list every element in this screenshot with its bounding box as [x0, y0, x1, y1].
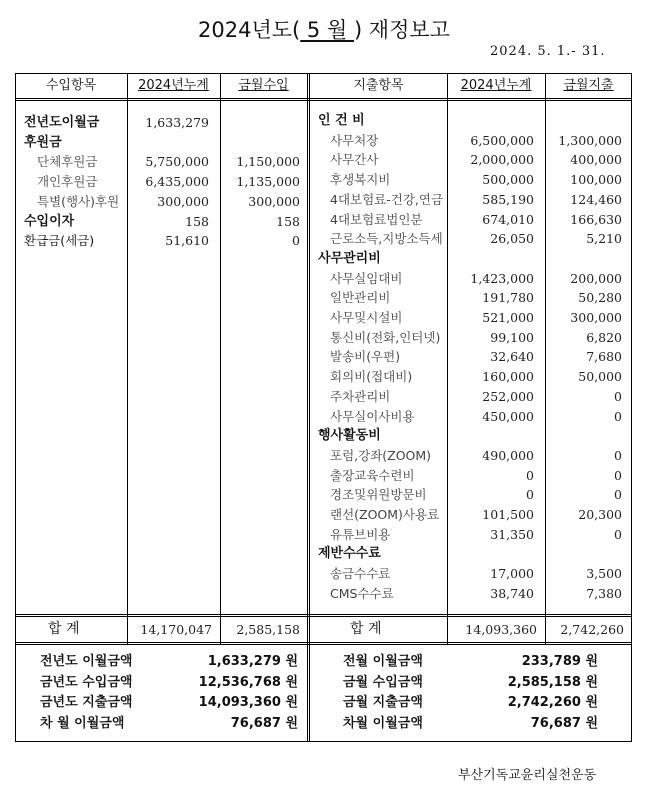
expense-item-label: 통신비(전화,인터넷): [330, 329, 441, 345]
expense-item-label: 근로소득,지방소득세: [330, 231, 443, 247]
expense-item-label: 4대보험료-건강,연금: [330, 191, 444, 207]
income-item-cum: 158: [185, 213, 209, 229]
expense-total-cum: 14,093,360: [465, 622, 537, 637]
expense-item-label: 발송비(우편): [330, 349, 401, 365]
expense-item-label: 일반관리비: [330, 290, 391, 306]
expense-item-month: 50,280: [578, 290, 622, 306]
summary-right-label: 전월 이월금액: [343, 654, 423, 669]
expense-item-month: 0: [614, 388, 622, 404]
expense-item-label: 사무처장: [330, 132, 379, 148]
expense-item-month: 0: [614, 487, 622, 503]
expense-item-label: 행사활동비: [318, 428, 381, 444]
expense-item-cum: [447, 111, 534, 130]
income-item-cum: 51,610: [165, 233, 209, 249]
expense-item-label: 인 건 비: [318, 113, 365, 128]
income-item-month: 158: [276, 213, 300, 229]
income-item-cum: 1,633,279: [145, 115, 209, 130]
expense-item-month: 166,630: [570, 211, 622, 227]
summary-left-label: 전년도 이월금액: [40, 654, 133, 669]
report-period: 2024. 5. 1.- 31.: [490, 44, 606, 59]
expense-item-cum: 6,500,000: [470, 132, 534, 148]
report-title: [0, 14, 648, 44]
expense-item-cum: [447, 426, 534, 445]
expense-item-cum: 450,000: [482, 408, 534, 424]
expense-item-month: 6,820: [586, 329, 622, 345]
header-expense-item: 지출항목: [353, 78, 404, 93]
expense-item-label: CMS수수료: [330, 585, 394, 601]
expense-item-label: 경조및위원방문비: [330, 487, 427, 503]
expense-item-month: 20,300: [578, 507, 622, 522]
expense-item-month: [545, 249, 622, 268]
expense-item-month: 300,000: [570, 310, 622, 325]
expense-item-month: 0: [614, 447, 622, 463]
expense-item-month: 5,210: [586, 231, 622, 247]
summary-left-label: 금년도 수입금액: [40, 674, 133, 690]
expense-item-month: 0: [614, 408, 622, 424]
expense-item-month: 1,300,000: [558, 132, 622, 148]
organization-signature: 부산기독교윤리실천운동: [458, 768, 597, 783]
expense-total-label: 합 계: [350, 621, 382, 637]
income-item-cum: 300,000: [157, 193, 209, 209]
expense-item-cum: 1,423,000: [470, 270, 534, 286]
expense-item-label: 사무실임대비: [330, 270, 403, 286]
expense-item-label: 사무및시설비: [330, 310, 403, 325]
expense-item-month: 50,000: [578, 369, 622, 385]
expense-item-month: 100,000: [570, 172, 622, 188]
expense-item-cum: 0: [526, 487, 534, 503]
summary-left-label: 금년도 지출금액: [40, 695, 133, 710]
expense-item-cum: 17,000: [490, 566, 534, 582]
summary-right-label: 금월 수입금액: [343, 674, 423, 690]
expense-item-month: 7,680: [586, 349, 622, 365]
summary-left-label: 차 월 이월금액: [40, 715, 125, 731]
expense-item-cum: [447, 249, 534, 268]
summary-right-value: 76,687 원: [530, 715, 598, 731]
expense-item-label: 주차관리비: [330, 388, 391, 404]
expense-item-cum: [447, 544, 534, 563]
total-divider-bottom: [15, 642, 632, 645]
income-item-month: 1,150,000: [236, 154, 300, 170]
header-income-month: 금월수입: [238, 78, 289, 93]
expense-item-label: 랜선(ZOOM)사용료: [330, 507, 440, 522]
expense-item-month: 3,500: [586, 566, 622, 582]
income-item-label: 특별(행사)후원: [37, 193, 120, 209]
expense-item-cum: 585,190: [482, 191, 534, 207]
total-divider-top: [15, 614, 632, 617]
expense-item-cum: 0: [526, 467, 534, 483]
summary-right-value: 233,789 원: [521, 654, 598, 669]
expense-item-cum: 101,500: [482, 507, 534, 522]
expense-item-label: 후생복지비: [330, 172, 391, 188]
income-item-month: 0: [292, 233, 300, 249]
header-divider: [15, 98, 632, 101]
income-total-label: 합 계: [48, 621, 80, 637]
expense-item-cum: 2,000,000: [470, 152, 534, 168]
expense-item-cum: 26,050: [490, 231, 534, 247]
income-item-label: 후원금: [24, 134, 62, 150]
income-item-label: 전년도이월금: [24, 115, 100, 130]
expense-item-label: 출장교육수련비: [330, 467, 415, 483]
income-item-label: 수입이자: [24, 213, 75, 229]
expense-item-label: 송금수수료: [330, 566, 391, 582]
expense-item-month: 0: [614, 467, 622, 483]
income-item-label: 개인후원금: [37, 174, 98, 190]
title-prefix: 2024년도(: [198, 18, 301, 42]
expense-item-cum: 191,780: [482, 290, 534, 306]
summary-right-value: 2,585,158 원: [507, 674, 598, 690]
expense-item-cum: 160,000: [482, 369, 534, 385]
expense-item-cum: 32,640: [490, 349, 534, 365]
income-total-cum: 14,170,047: [140, 622, 212, 637]
title-suffix: ) 재정보고: [353, 18, 450, 42]
expense-item-month: 124,460: [570, 191, 622, 207]
income-item-cum: 5,750,000: [145, 154, 209, 170]
expense-item-cum: 38,740: [490, 585, 534, 601]
header-income-cum: 2024년누계: [138, 78, 209, 93]
income-item-label: 단체후원금: [37, 154, 98, 170]
header-expense-cum: 2024년누계: [460, 78, 532, 93]
expense-item-label: 사무간사: [330, 152, 379, 168]
expense-item-month: 400,000: [570, 152, 622, 168]
summary-left-value: 1,633,279 원: [207, 654, 298, 669]
expense-total-month: 2,742,260: [560, 622, 624, 637]
header-income-item: 수입항목: [45, 78, 97, 93]
expense-item-label: 사무실이사비용: [330, 408, 415, 424]
summary-left-value: 14,093,360 원: [198, 695, 298, 710]
summary-right-label: 금월 지출금액: [343, 695, 423, 710]
expense-item-cum: 252,000: [482, 388, 534, 404]
income-item-month: 1,135,000: [236, 174, 300, 190]
expense-item-cum: 99,100: [490, 329, 534, 345]
summary-left-value: 76,687 원: [230, 715, 298, 731]
expense-item-month: 200,000: [570, 270, 622, 286]
expense-item-month: [545, 111, 622, 130]
income-item-month: [220, 113, 300, 132]
title-month: 5 월: [300, 18, 354, 42]
expense-item-month: 7,380: [586, 585, 622, 601]
expense-item-label: 유튜브비용: [330, 526, 391, 542]
expense-item-month: [545, 426, 622, 445]
expense-item-cum: 500,000: [482, 172, 534, 188]
summary-right-label: 차월 이월금액: [343, 715, 423, 731]
summary-right-value: 2,742,260 원: [507, 695, 598, 710]
income-item-cum: [127, 133, 209, 152]
income-item-month: 300,000: [248, 193, 300, 209]
income-item-label: 환급금(세금): [24, 233, 95, 249]
expense-item-cum: 31,350: [490, 526, 534, 542]
expense-item-label: 포럼,강좌(ZOOM): [330, 447, 432, 463]
income-item-month: [220, 133, 300, 152]
expense-item-cum: 674,010: [482, 211, 534, 227]
expense-item-cum: 490,000: [482, 447, 534, 463]
expense-item-label: 회의비(접대비): [330, 369, 413, 385]
income-item-cum: 6,435,000: [145, 174, 209, 190]
income-total-month: 2,585,158: [236, 622, 300, 637]
expense-item-label: 사무관리비: [318, 250, 381, 266]
expense-item-month: 0: [614, 526, 622, 542]
summary-left-value: 12,536,768 원: [198, 674, 298, 690]
expense-item-label: 제반수수료: [318, 546, 381, 562]
header-expense-month: 금월지출: [563, 78, 614, 93]
expense-item-cum: 521,000: [482, 310, 534, 325]
expense-item-label: 4대보험료법인분: [330, 211, 423, 227]
expense-item-month: [545, 544, 622, 563]
